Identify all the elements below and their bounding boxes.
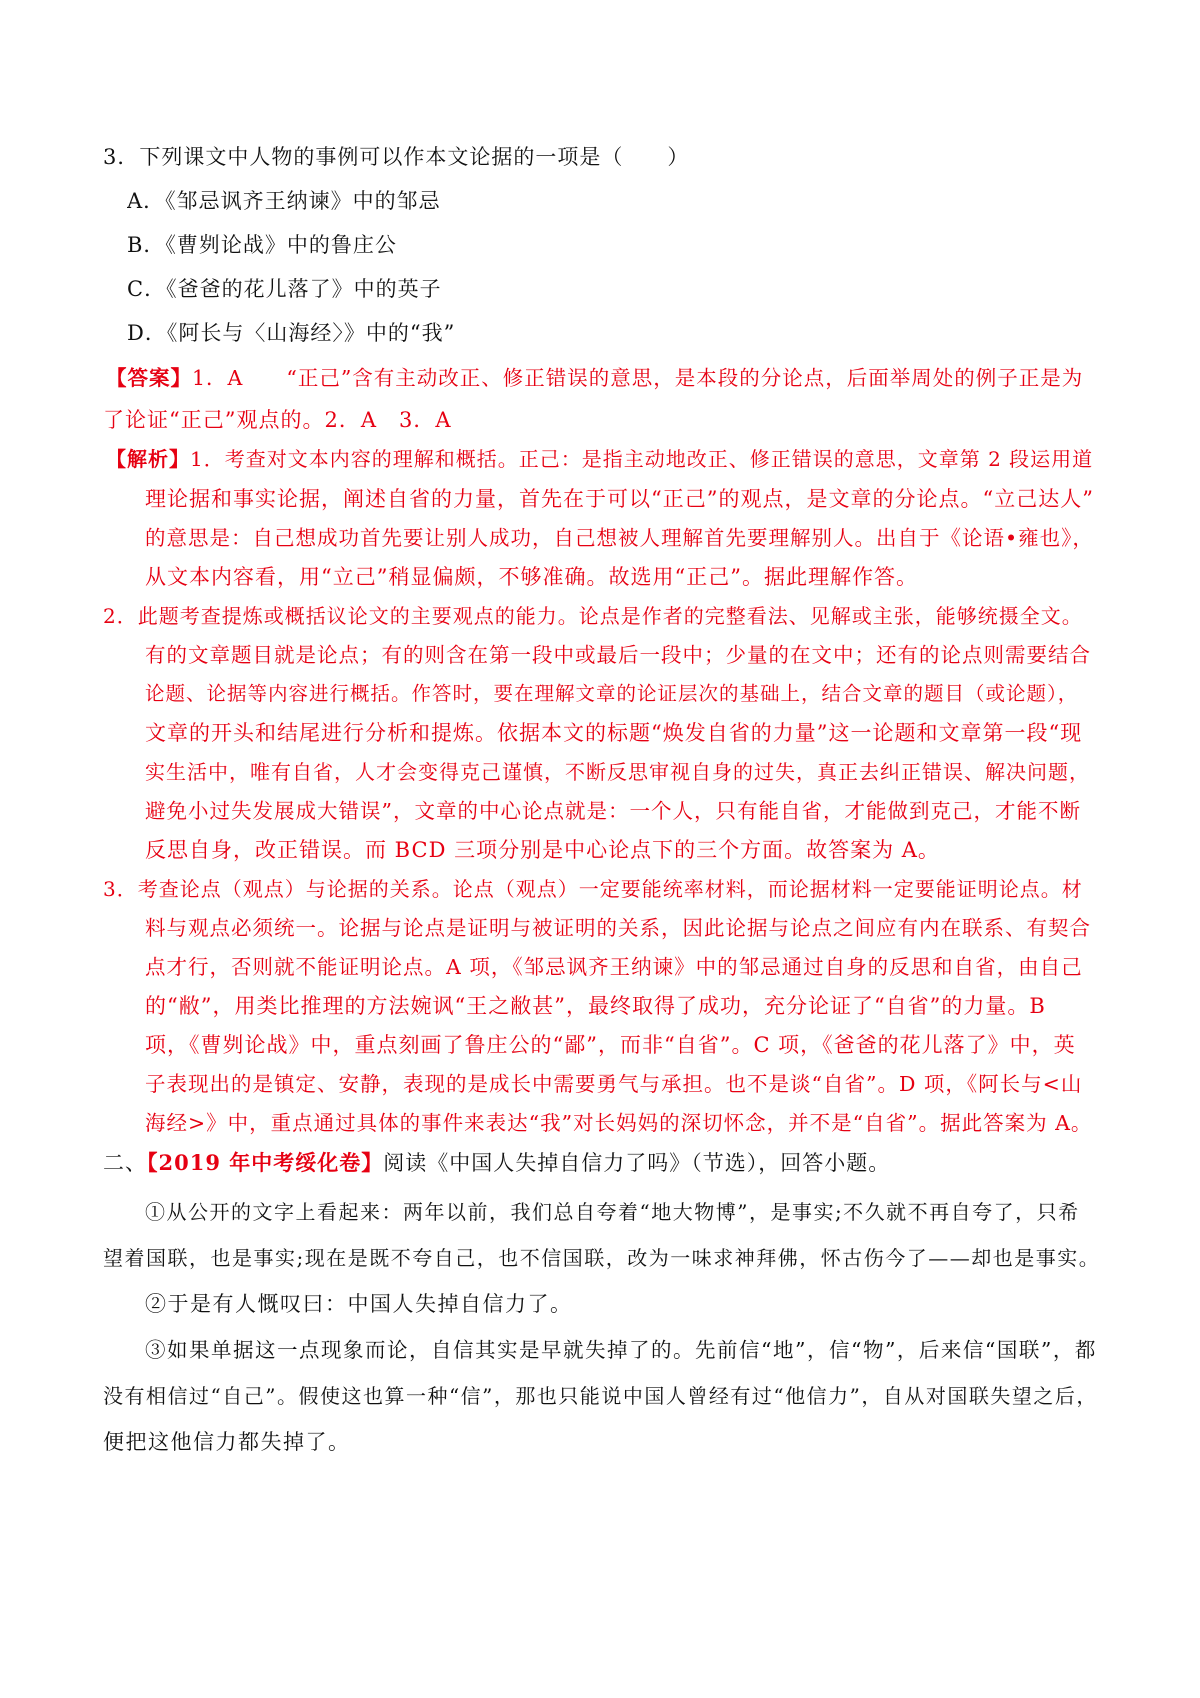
analysis-line: 从文本内容看，用“立己”稍显偏颇，不够准确。故选用“正己”。据此理解作答。 (145, 565, 918, 589)
analysis-line: 文章的开头和结尾进行分析和提炼。依据本文的标题“焕发自省的力量”这一论题和文章第一段“现 (145, 721, 1083, 745)
analysis-tag: 【解析】 (106, 447, 190, 471)
section-source: 【2019 年中考绥化卷】 (147, 1150, 384, 1175)
section-number: 二、 (103, 1151, 147, 1175)
answer-line-1 (106, 363, 1100, 393)
section-heading (103, 1148, 1100, 1178)
option-b: B．《曹刿论战》中的鲁庄公 (127, 233, 397, 257)
analysis-line: 子表现出的是镇定、安静，表现的是成长中需要勇气与承担。也不是谈“自省”。D 项，《阿长与<山 (145, 1072, 1083, 1096)
analysis-line: 3．考查论点（观点）与论据的关系。论点（观点）一定要能统率材料，而论据材料一定要能证明论点。材 (103, 877, 1083, 901)
passage-line: ③如果单据这一点现象而论，自信其实是早就失掉了的。先前信“地”，信“物”，后来信“国联”，都 (145, 1338, 1097, 1362)
analysis-line: 海经>》中，重点通过具体的事件来表达“我”对长妈妈的深切怀念，并不是“自省”。据此答案为 A。 (145, 1111, 1093, 1135)
passage-line: ②于是有人慨叹曰：中国人失掉自信力了。 (145, 1292, 573, 1316)
analysis-line: 点才行，否则就不能证明论点。A 项，《邹忌讽齐王纳谏》中的邹忌通过自身的反思和自省，由自己 (145, 955, 1083, 979)
option-c: C．《爸爸的花儿落了》中的英子 (127, 277, 442, 301)
analysis-line: 的意思是：自己想成功首先要让别人成功，自己想被人理解首先要理解别人。出自于《论语•雍也》， (145, 526, 1094, 550)
analysis-line: 有的文章题目就是论点；有的则含在第一段中或最后一段中；少量的在文中；还有的论点则需要结合 (145, 643, 1091, 667)
answer-text-1: 1．A “正己”含有主动改正、修正错误的意思，是本段的分论点，后面举周处的例子正是为 (192, 366, 1084, 390)
analysis-line: 项，《曹刿论战》中，重点刻画了鲁庄公的“鄙”，而非“自省”。C 项，《爸爸的花儿落了》中，英 (145, 1033, 1076, 1057)
section-instruction: 阅读《中国人失掉自信力了吗》（节选），回答小题。 (383, 1151, 891, 1175)
answer-tag: 【答案】 (106, 366, 192, 390)
answer-line-2: 了论证“正己”观点的。2．A 3．A (103, 408, 452, 432)
passage-line: 便把这他信力都失掉了。 (103, 1430, 351, 1454)
analysis-line-first (106, 444, 1100, 474)
passage-line: 望着国联，也是事实;现在是既不夸自己，也不信国联，改为一味求神拜佛，怀古伤今了——却也是事实。 (103, 1246, 1100, 1270)
analysis-line: 实生活中，唯有自省，人才会变得克己谨慎，不断反思审视自身的过失，真正去纠正错误、解决问题， (145, 760, 1090, 784)
analysis-line: 料与观点必须统一。论据与论点是证明与被证明的关系，因此论据与论点之间应有内在联系、有契合 (145, 916, 1091, 940)
analysis-line: 的“敝”，用类比推理的方法婉讽“王之敝甚”，最终取得了成功，充分论证了“自省”的力量。B (145, 994, 1046, 1018)
passage-line: 没有相信过“自己”。假使这也算一种“信”，那也只能说中国人曾经有过“他信力”，自从对国联失望之后， (103, 1384, 1098, 1408)
analysis-line: 理论据和事实论据，阐述自省的力量，首先在于可以“正己”的观点，是文章的分论点。“立己达人” (145, 487, 1094, 511)
option-d: D．《阿长与〈山海经〉》中的“我” (127, 321, 456, 345)
analysis-line: 避免小过失发展成大错误”，文章的中心论点就是：一个人，只有能自省，才能做到克己，才能不断 (145, 799, 1081, 823)
analysis-text-first: 1．考查对文本内容的理解和概括。正己：是指主动地改正、修正错误的意思，文章第 2 段运用道 (190, 447, 1094, 471)
analysis-line: 论题、论据等内容进行概括。作答时，要在理解文章的论证层次的基础上，结合文章的题目（或论题）， (145, 682, 1079, 705)
analysis-line: 反思自身，改正错误。而 BCD 三项分别是中心论点下的三个方面。故答案为 A。 (145, 838, 940, 862)
option-a: A．《邹忌讽齐王纳谏》中的邹忌 (127, 189, 441, 213)
question-stem: 3．下列课文中人物的事例可以作本文论据的一项是（ ） (103, 145, 690, 169)
analysis-line: 2．此题考查提炼或概括议论文的主要观点的能力。论点是作者的完整看法、见解或主张，能够统摄全文。 (103, 604, 1083, 628)
passage-line: ①从公开的文字上看起来：两年以前，我们总自夸着“地大物博”，是事实;不久就不再自夸了，只希 (145, 1200, 1080, 1224)
